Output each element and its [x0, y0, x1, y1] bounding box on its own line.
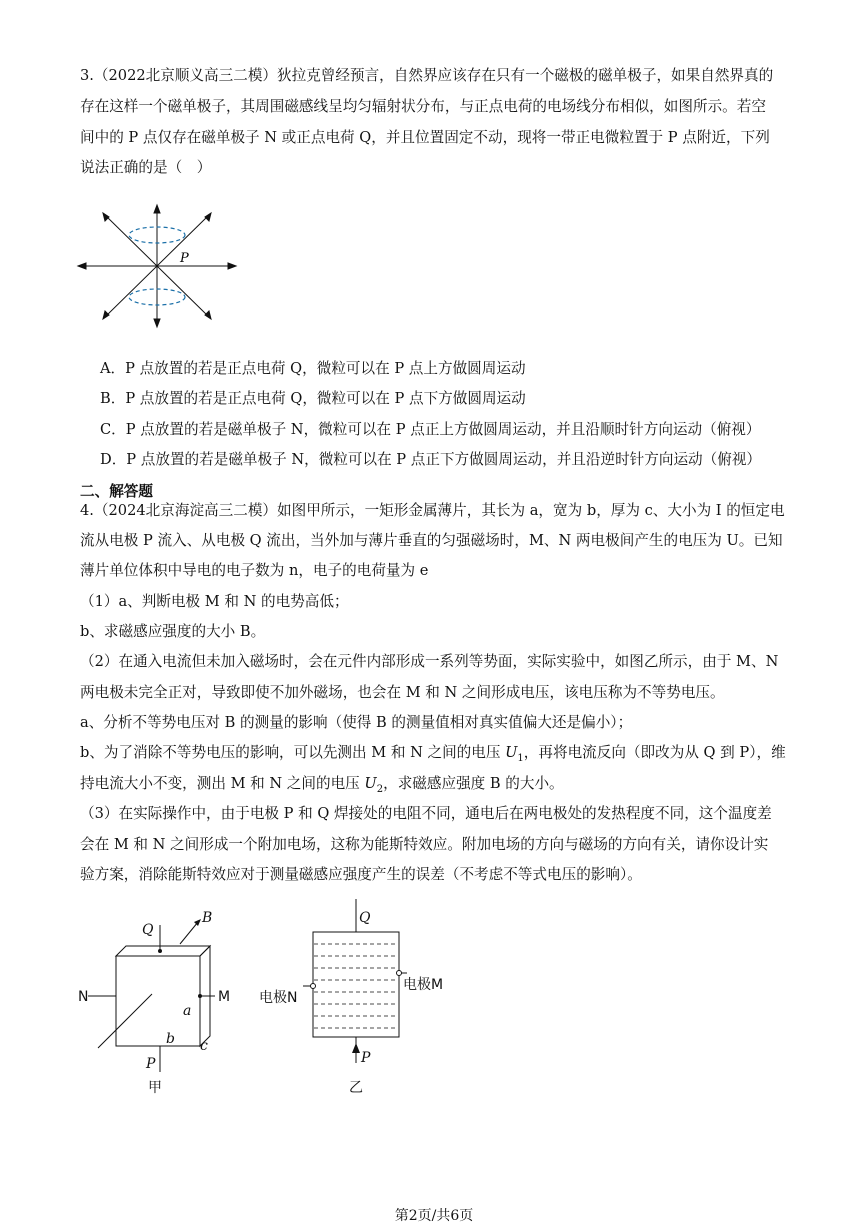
- jia-label-m: M: [218, 989, 231, 1005]
- page-footer: 第2页/共6页: [394, 1208, 474, 1224]
- q3-option-b: B．P 点放置的若是正点电荷 Q，微粒可以在 P 点下方做圆周运动: [100, 390, 526, 407]
- q4-intro-2: 流从电极 P 流入、从电极 Q 流出，当外加与薄片垂直的匀强磁场时，M、N 两电极间产生的电压为 U。已知: [80, 532, 783, 549]
- q4-part2a: a、分析不等势电压对 B 的测量的影响（使得 B 的测量值相对真实值偏大还是偏小）；: [80, 714, 633, 731]
- q4-part2-line2: 两电极未完全正对，导致即使不加外磁场，也会在 M 和 N 之间形成电压，该电压称为不等势电压。: [80, 684, 725, 701]
- q4-part3-line2: 会在 M 和 N 之间形成一个附加电场，这称为能斯特效应。附加电场的方向与磁场的方向有关，请你设计实: [80, 836, 769, 853]
- q4-part1b: b、求磁感应强度的大小 B。: [80, 623, 266, 640]
- jia-label-b: b: [166, 1031, 175, 1047]
- q3-option-d: D．P 点放置的若是磁单极子 N，微粒可以在 P 点正下方做圆周运动，并且沿逆时针方向运动（俯视）: [100, 451, 762, 468]
- q3-line-1: 3.（2022北京顺义高三二模）狄拉克曾经预言，自然界应该存在只有一个磁极的磁单极子，如果自然界真的: [80, 67, 774, 84]
- yi-label-left: 电极N: [259, 990, 298, 1006]
- jia-caption: 甲: [148, 1080, 162, 1096]
- yi-label-right: 电极M: [403, 977, 444, 993]
- q4-part1a: （1）a、判断电极 M 和 N 的电势高低；: [80, 593, 349, 610]
- yi-label-q: Q: [359, 910, 371, 926]
- q4-part3-line3: 验方案，消除能斯特效应对于测量磁感应强度产生的误差（不考虑不等式电压的影响）。: [80, 866, 642, 883]
- yi-caption: 乙: [349, 1080, 363, 1096]
- q4-intro-3: 薄片单位体积中导电的电子数为 n，电子的电荷量为 e: [80, 562, 429, 579]
- q3-field-lines-figure: [78, 205, 240, 330]
- yi-label-p: P: [361, 1050, 371, 1066]
- q3-option-a: A．P 点放置的若是正点电荷 Q，微粒可以在 P 点上方做圆周运动: [100, 360, 526, 377]
- q3-label-p: P: [180, 251, 189, 266]
- q3-line-4: 说法正确的是（ ）: [80, 159, 212, 176]
- q3-line-2: 存在这样一个磁单极子，其周围磁感线呈均匀辐射状分布，与正点电荷的电场线分布相似，如图所示。若空: [80, 98, 766, 115]
- q4-part3-line1: （3）在实际操作中，由于电极 P 和 Q 焊接处的电阻不同，通电后在两电极处的发热程度不同，这个温度差: [80, 805, 772, 822]
- jia-label-c: c: [200, 1038, 208, 1054]
- q3-line-3: 间中的 P 点仅存在磁单极子 N 或正点电荷 Q，并且位置固定不动，现将一带正电微粒置于 P 点附近，下列: [80, 129, 770, 146]
- jia-label-n: N: [78, 989, 89, 1005]
- jia-label-p: P: [146, 1056, 156, 1072]
- jia-label-b-field: B: [202, 910, 213, 926]
- q4-part2b-line1: b、为了消除不等势电压的影响，可以先测出 M 和 N 之间的电压 $U_1$，再将电流反向（即改为从 Q 到 P），维: [80, 744, 786, 764]
- q4-intro-1: 4.（2024北京海淀高三二模）如图甲所示，一矩形金属薄片，其长为 a，宽为 b，厚为 c、大小为 I 的恒定电: [80, 502, 785, 519]
- jia-label-q: Q: [142, 922, 154, 938]
- figure-jia: [70, 900, 250, 1100]
- q4-part2b-line2: 持电流大小不变，测出 M 和 N 之间的电压 $U_2$，求磁感应强度 B 的大小。: [80, 775, 564, 795]
- jia-label-a: a: [183, 1003, 192, 1019]
- q3-option-c: C．P 点放置的若是磁单极子 N，微粒可以在 P 点正上方做圆周运动，并且沿顺时针方向运动（俯视）: [100, 421, 761, 438]
- figure-yi: [255, 895, 465, 1100]
- q4-part2-line1: （2）在通入电流但未加入磁场时，会在元件内部形成一系列等势面，实际实验中，如图乙所示，由于 M、N: [80, 653, 779, 670]
- section-title: 二、解答题: [80, 483, 153, 500]
